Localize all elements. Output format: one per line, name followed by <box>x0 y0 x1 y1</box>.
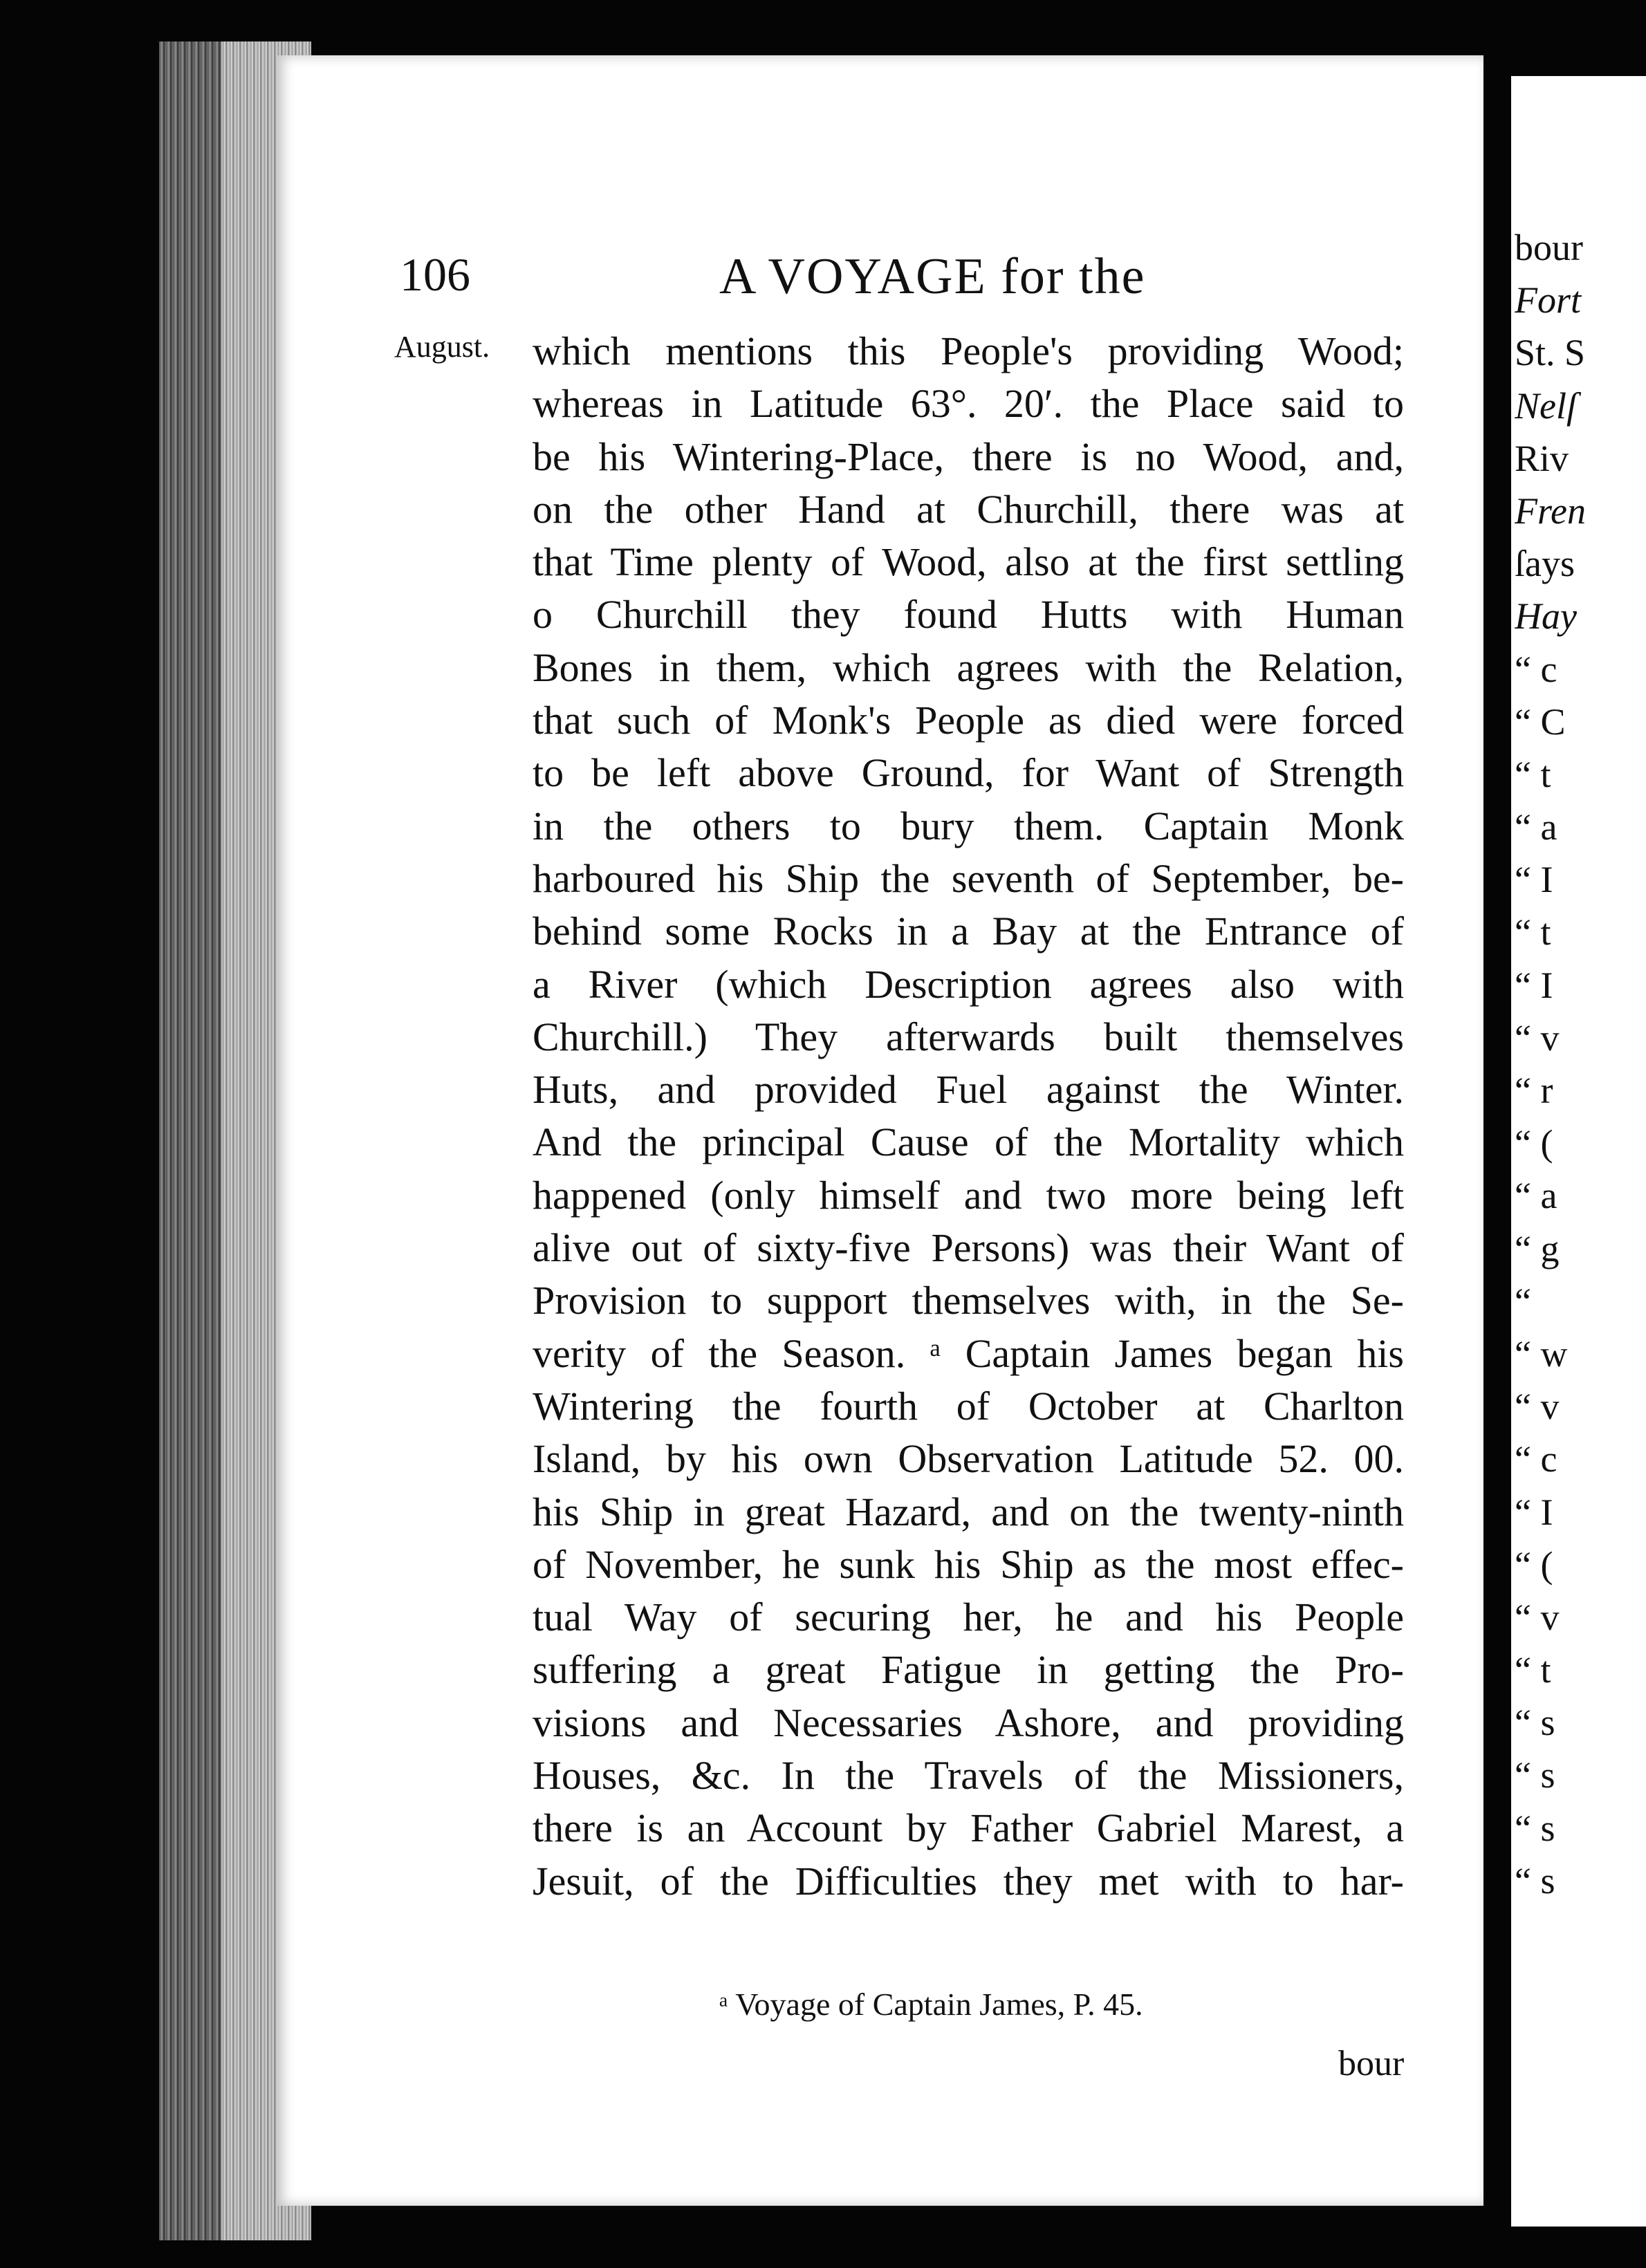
text-line: Houses, &c. In the Travels of the Missioners, <box>533 1753 1404 1798</box>
text-line: Bones in them, which agrees with the Relation, <box>533 644 1404 690</box>
text-line: that such of Monk's People as died were forced <box>533 698 1404 743</box>
text-line: verity of the Season. ᵃ Captain James began his <box>533 1330 1404 1376</box>
text-line: Fren <box>1515 490 1586 532</box>
text-line: “ I <box>1515 1491 1553 1533</box>
text-line: behind some Rocks in a Bay at the Entrance of <box>533 909 1404 954</box>
text-line: of November, he sunk his Ship as the most effec- <box>533 1541 1404 1587</box>
text-line: his Ship in great Hazard, and on the twenty-ninth <box>533 1489 1404 1534</box>
text-line: “ a <box>1515 1175 1557 1217</box>
text-line: “ I <box>1515 964 1553 1006</box>
text-line: “ ( <box>1515 1122 1553 1164</box>
text-line: o Churchill they found Hutts with Human <box>533 592 1404 638</box>
text-line: which mentions this People's providing Wood; <box>533 328 1404 373</box>
text-line: “ C <box>1515 700 1566 743</box>
text-line: alive out of sixty-five Persons) was their Want of <box>533 1225 1404 1271</box>
text-line: “ v <box>1515 1016 1560 1059</box>
text-line: “ v <box>1515 1386 1560 1428</box>
running-head <box>277 248 1483 324</box>
text-line: Riv <box>1515 437 1569 479</box>
text-line: Huts, and provided Fuel against the Winter. <box>533 1067 1404 1113</box>
text-line: “ w <box>1515 1332 1568 1375</box>
page-number: 106 <box>400 248 470 301</box>
text-line: “ <box>1515 1280 1531 1322</box>
text-line: Churchill.) They afterwards built themselves <box>533 1014 1404 1059</box>
text-line: “ t <box>1515 753 1551 795</box>
catchword: bour <box>1338 2044 1405 2083</box>
left-page <box>277 55 1483 2206</box>
text-line: “ c <box>1515 1438 1557 1480</box>
text-line: there is an Account by Father Gabriel Marest, a <box>533 1805 1404 1851</box>
text-line: “ ( <box>1515 1543 1553 1586</box>
text-line: “ g <box>1515 1227 1560 1270</box>
footnote: ᵃ Voyage of Captain James, P. 45. <box>719 1987 1143 2022</box>
text-line: And the principal Cause of the Mortality which <box>533 1119 1404 1165</box>
right-page-text <box>1515 221 1646 1907</box>
text-line: “ t <box>1515 1649 1551 1691</box>
body-text <box>533 325 1404 1908</box>
text-line: Nelſ <box>1515 384 1577 427</box>
text-line: be his Wintering-Place, there is no Wood, and, <box>533 434 1404 479</box>
text-line: Island, by his own Observation Latitude 52. 00. <box>533 1436 1404 1482</box>
text-line: that Time plenty of Wood, also at the first settling <box>533 539 1404 585</box>
text-line: bour <box>1515 227 1583 268</box>
text-line: “ a <box>1515 806 1557 848</box>
text-line: “ s <box>1515 1754 1555 1796</box>
text-line: in the others to bury them. Captain Monk <box>533 803 1404 848</box>
text-line: on the other Hand at Churchill, there was at <box>533 486 1404 532</box>
text-line: Wintering the fourth of October at Charlton <box>533 1383 1404 1429</box>
text-line: suffering a great Fatigue in getting the Pro- <box>533 1647 1404 1693</box>
running-head-title: A VOYAGE for the <box>719 248 1146 305</box>
text-line: “ v <box>1515 1596 1560 1638</box>
text-line: “ t <box>1515 911 1551 954</box>
text-line: Jesuit, of the Difficulties they met with to har- <box>533 1858 1404 1904</box>
text-line: Provision to support themselves with, in the Se- <box>533 1278 1404 1323</box>
text-line: Hay <box>1515 595 1577 638</box>
text-line: happened (only himself and two more being left <box>533 1172 1404 1218</box>
text-line: “ I <box>1515 859 1553 901</box>
text-line: tual Way of securing her, he and his People <box>533 1595 1404 1640</box>
text-line: “ r <box>1515 1070 1553 1111</box>
text-line: “ s <box>1515 1807 1555 1849</box>
book-fore-edge <box>159 41 221 2240</box>
text-line: “ c <box>1515 648 1557 690</box>
text-line: harboured his Ship the seventh of September, be- <box>533 855 1404 901</box>
text-line: whereas in Latitude 63°. 20′. the Place said to <box>533 381 1404 427</box>
text-line: ſays <box>1515 543 1575 585</box>
text-line: St. S <box>1515 332 1586 374</box>
text-line: a River (which Description agrees also with <box>533 961 1404 1007</box>
margin-note: August. <box>394 330 490 364</box>
gutter <box>1483 55 1511 2268</box>
text-line: visions and Necessaries Ashore, and providing <box>533 1700 1404 1745</box>
text-line: Fort <box>1515 279 1582 322</box>
text-line: “ s <box>1515 1859 1555 1902</box>
text-line: “ s <box>1515 1702 1555 1744</box>
text-line: to be left above Ground, for Want of Strength <box>533 750 1404 796</box>
